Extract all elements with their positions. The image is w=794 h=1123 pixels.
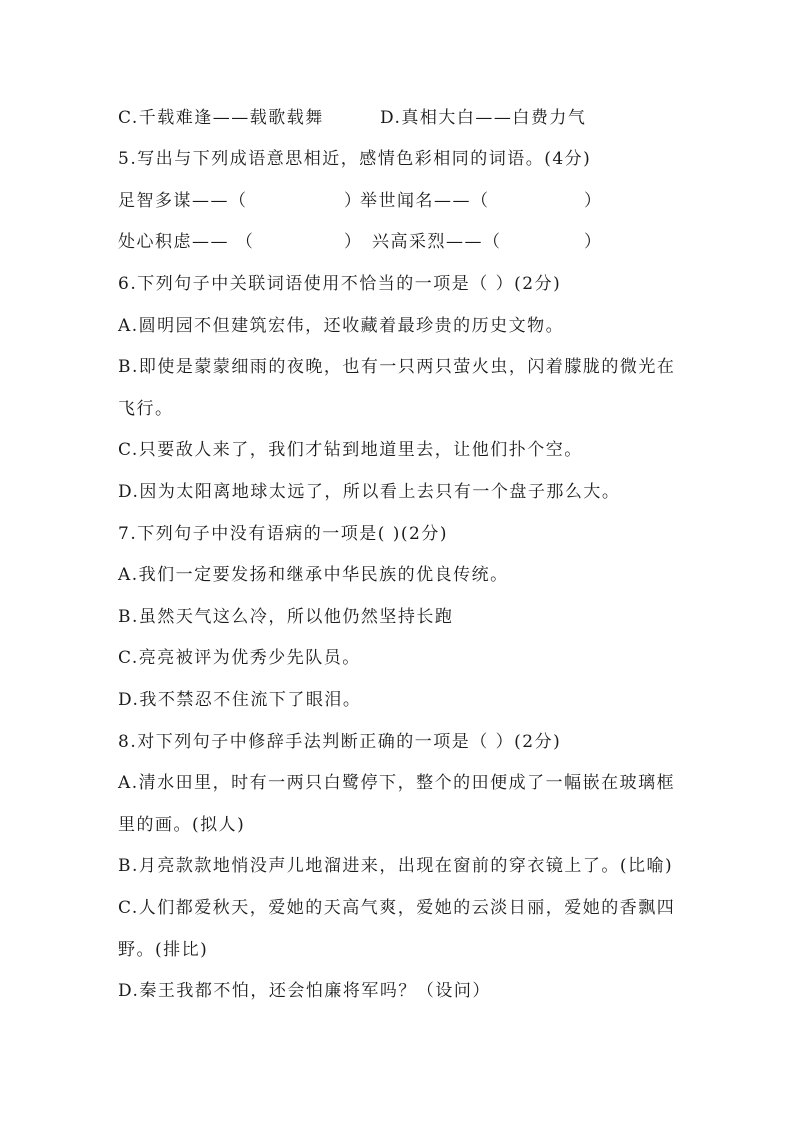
q4-option-c: C.千载难逢——载歌载舞 xyxy=(118,108,324,128)
q6-option-c: C.只要敌人来了，我们才钻到地道里去，让他们扑个空。 xyxy=(118,440,583,460)
q5-row1-close-b: ） xyxy=(584,191,603,211)
q7-option-d: D.我不禁忍不住流下了眼泪。 xyxy=(118,690,362,710)
q5-row1-item-a: 足智多谋——（ xyxy=(118,191,248,211)
q5-row2-item-b: 兴高采烈——（ xyxy=(372,232,502,252)
q8-option-b: B.月亮款款地悄没声儿地溜进来，出现在窗前的穿衣镜上了。(比喻) xyxy=(118,856,674,876)
q5-row1 xyxy=(118,189,603,213)
q8-option-d: D.秦王我都不怕，还会怕廉将军吗？（设问） xyxy=(118,981,491,1001)
q8-option-c-line2: 野。(排比) xyxy=(118,940,209,960)
q5-stem: 5.写出与下列成语意思相近，感情色彩相同的词语。(4分) xyxy=(118,149,592,169)
q8-option-a-line1: A.清水田里，时有一两只白鹭停下，整个的田便成了一幅嵌在玻璃框 xyxy=(118,773,676,793)
q8-option-c-line1: C.人们都爱秋天，爱她的天高气爽，爱她的云淡日丽，爱她的香飘四 xyxy=(118,898,676,918)
q8-option-a-line2: 里的画。(拟人) xyxy=(118,815,246,835)
q5-row1-item-b: 举世闻名——（ xyxy=(360,191,490,211)
q5-row2-close-a: ） xyxy=(344,232,363,252)
q7-option-b: B.虽然天气这么冷，所以他仍然坚持长跑 xyxy=(118,607,454,627)
q6-option-b-line2: 飞行。 xyxy=(118,399,174,419)
q5-row2-item-a: 处心积虑—— （ xyxy=(118,232,255,252)
q6-option-b-line1: B.即使是蒙蒙细雨的夜晚，也有一只两只萤火虫，闪着朦胧的微光在 xyxy=(118,357,676,377)
q8-stem: 8.对下列句子中修辞手法判断正确的一项是（ ）(2分) xyxy=(118,732,562,752)
q7-option-c: C.亮亮被评为优秀少先队员。 xyxy=(118,648,361,668)
q5-row1-close-a: ） xyxy=(344,191,363,211)
q6-stem: 6.下列句子中关联词语使用不恰当的一项是（ ）(2分) xyxy=(118,274,562,294)
q6-option-d: D.因为太阳离地球太远了，所以看上去只有一个盘子那么大。 xyxy=(118,482,621,502)
q5-row2-close-b: ） xyxy=(584,232,603,252)
q5-row2 xyxy=(118,230,603,254)
q7-option-a: A.我们一定要发扬和继承中华民族的优良传统。 xyxy=(118,565,509,585)
q4-option-d: D.真相大白——白费力气 xyxy=(380,108,587,128)
q4-options-cd xyxy=(118,106,587,130)
q6-option-a: A.圆明园不但建筑宏伟，还收藏着最珍贵的历史文物。 xyxy=(118,316,565,336)
q7-stem: 7.下列句子中没有语病的一项是( )(2分) xyxy=(118,524,448,544)
